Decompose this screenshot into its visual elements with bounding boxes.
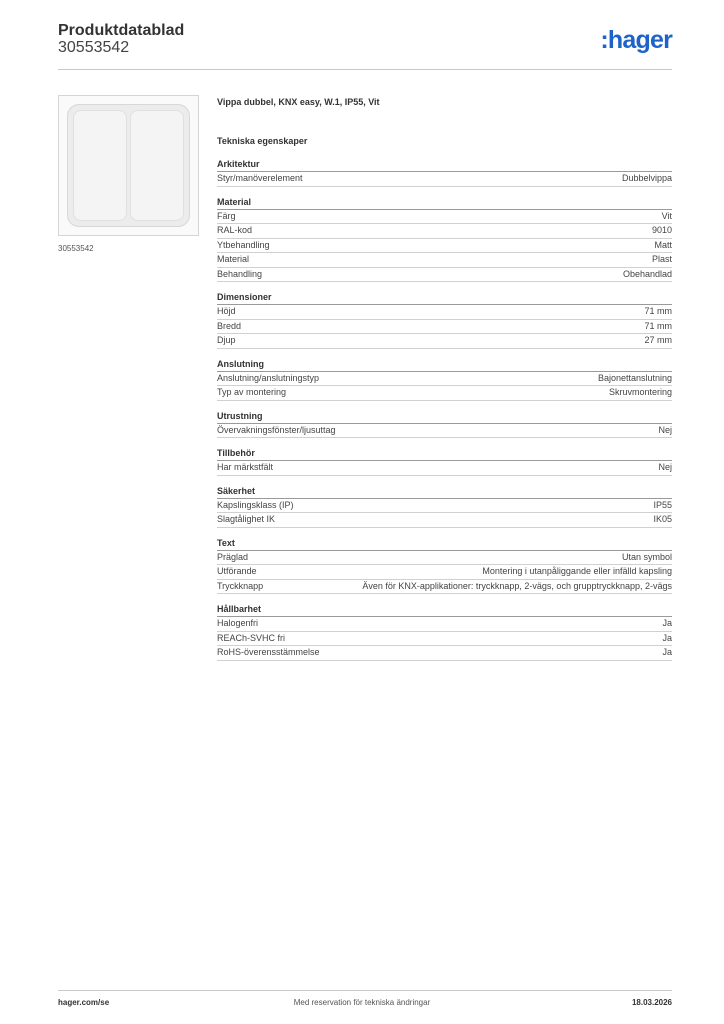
spec-label: Behandling — [217, 268, 263, 279]
spec-label: Kapslingsklass (IP) — [217, 499, 294, 510]
spec-label: Styr/manöverelement — [217, 173, 303, 183]
spec-row — [217, 632, 672, 647]
spec-row — [217, 551, 672, 566]
spec-value: Matt — [654, 239, 672, 250]
section-title: Tillbehör — [217, 446, 672, 461]
spec-row — [217, 617, 672, 632]
spec-row — [217, 210, 672, 225]
section-title: Material — [217, 195, 672, 210]
section-title: Anslutning — [217, 357, 672, 372]
spec-row — [217, 461, 672, 476]
spec-label: Utförande — [217, 566, 257, 576]
tech-heading: Tekniska egenskaper — [217, 136, 308, 146]
spec-label: Djup — [217, 335, 236, 345]
section-title: Arkitektur — [217, 157, 672, 172]
footer-disclaimer: Med reservation för tekniska ändringar — [293, 998, 431, 1007]
spec-value: 9010 — [651, 225, 672, 235]
spec-value: Dubbelvippa — [621, 173, 672, 183]
spec-section — [217, 409, 672, 439]
spec-value: Nej — [658, 424, 672, 435]
image-caption: 30553542 — [58, 244, 94, 253]
spec-value: 27 mm — [644, 335, 672, 345]
spec-value: Ja — [662, 618, 672, 628]
spec-label: RoHS-överensstämmelse — [217, 647, 320, 657]
spec-label: REACh-SVHC fri — [217, 632, 286, 643]
switch-frame — [67, 104, 190, 227]
spec-value: Nej — [658, 462, 672, 472]
spec-label: Halogenfri — [217, 618, 259, 628]
page-header — [58, 18, 672, 70]
spec-label: Tryckknapp — [217, 580, 264, 591]
spec-value: Montering i utanpåliggande eller infälld kapsling — [482, 566, 672, 576]
spec-value: Skruvmontering — [608, 387, 672, 397]
spec-section — [217, 602, 672, 661]
spec-row — [217, 386, 672, 401]
spec-label: Anslutning/anslutningstyp — [217, 372, 320, 383]
section-title: Text — [217, 536, 672, 551]
spec-row — [217, 580, 672, 595]
spec-row — [217, 253, 672, 268]
spec-row — [217, 424, 672, 439]
spec-row — [217, 239, 672, 254]
section-title: Hållbarhet — [217, 602, 672, 617]
spec-row — [217, 224, 672, 239]
spec-row — [217, 372, 672, 387]
section-title: Dimensioner — [217, 290, 672, 305]
spec-content — [217, 96, 672, 661]
spec-value: Även för KNX-applikationer: tryckknapp, 2-vägs, och grupptryckknapp, 2-vägs — [362, 580, 672, 591]
footer-date: 18.03.2026 — [631, 998, 672, 1007]
spec-section — [217, 157, 672, 187]
spec-label: Präglad — [217, 551, 249, 562]
spec-section — [217, 195, 672, 283]
spec-row — [217, 646, 672, 661]
spec-value: 71 mm — [644, 320, 672, 331]
spec-label: RAL-kod — [217, 225, 253, 235]
spec-section — [217, 290, 672, 349]
spec-label: Färg — [217, 210, 236, 221]
spec-row — [217, 499, 672, 514]
product-name: Vippa dubbel, KNX easy, W.1, IP55, Vit — [217, 97, 380, 107]
spec-value: Ja — [662, 632, 672, 643]
spec-label: Material — [217, 254, 250, 264]
spec-section — [217, 484, 672, 528]
left-rocker — [73, 110, 127, 221]
section-title: Säkerhet — [217, 484, 672, 499]
spec-label: Har märkstfält — [217, 462, 274, 472]
header-divider — [58, 69, 672, 70]
spec-sections — [217, 157, 672, 661]
spec-label: Ytbehandling — [217, 239, 270, 250]
spec-value: Bajonettanslutning — [597, 372, 672, 383]
spec-row — [217, 334, 672, 349]
spec-value: Plast — [651, 254, 672, 264]
spec-section — [217, 536, 672, 595]
spec-row — [217, 172, 672, 187]
hager-logo: :hager — [600, 26, 672, 54]
document-title: Produktdatablad — [58, 22, 185, 39]
document-number: 30553542 — [58, 39, 130, 56]
footer-website-link[interactable]: hager.com/se — [58, 998, 110, 1007]
spec-row — [217, 513, 672, 528]
spec-label: Höjd — [217, 306, 236, 316]
spec-value: IK05 — [653, 514, 672, 524]
footer-divider — [58, 990, 672, 991]
spec-label: Övervakningsfönster/ljusuttag — [217, 424, 336, 435]
product-image — [58, 95, 199, 236]
right-rocker — [130, 110, 184, 221]
spec-value: Vit — [661, 210, 672, 221]
spec-section — [217, 357, 672, 401]
spec-row — [217, 565, 672, 580]
spec-section — [217, 446, 672, 476]
section-title: Utrustning — [217, 409, 672, 424]
spec-value: Ja — [662, 647, 672, 657]
spec-value: Utan symbol — [621, 551, 672, 562]
spec-row — [217, 320, 672, 335]
spec-value: IP55 — [653, 499, 672, 510]
spec-value: 71 mm — [644, 306, 672, 316]
spec-label: Bredd — [217, 320, 242, 331]
spec-row — [217, 268, 672, 283]
spec-value: Obehandlad — [622, 268, 672, 279]
spec-label: Slagtålighet IK — [217, 514, 276, 524]
spec-row — [217, 305, 672, 320]
spec-label: Typ av montering — [217, 387, 287, 397]
